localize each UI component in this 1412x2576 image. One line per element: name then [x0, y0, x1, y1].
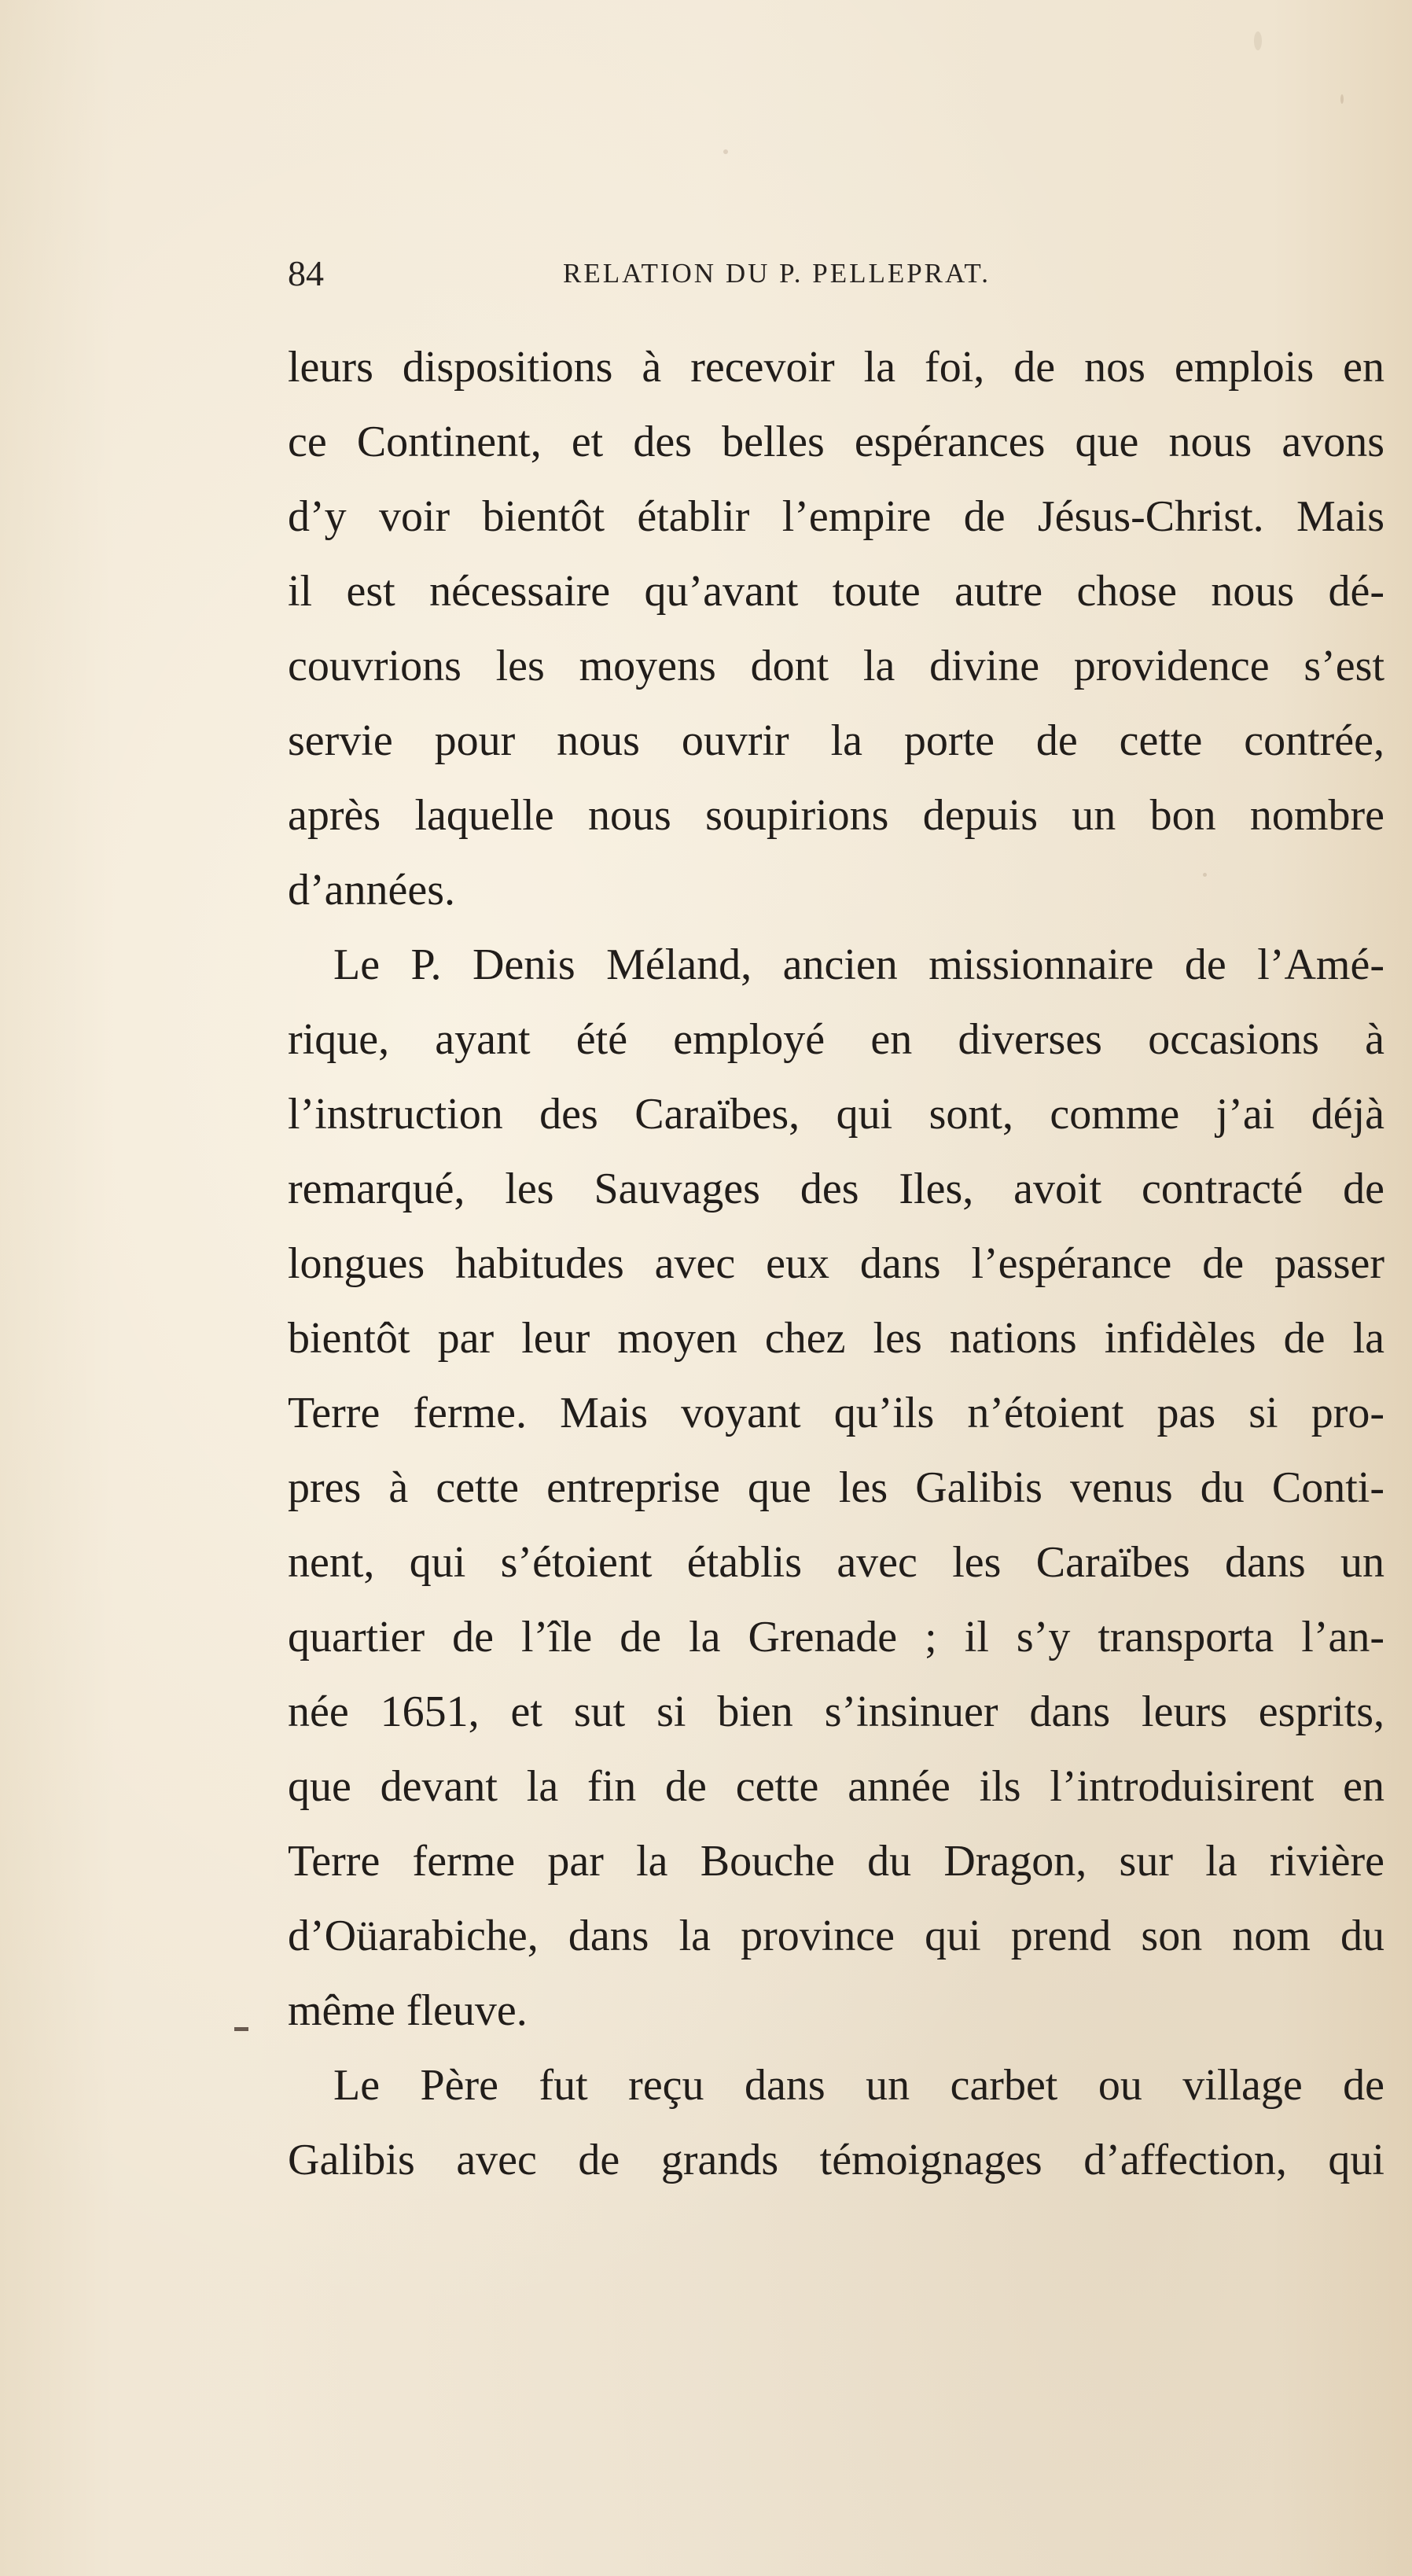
text-line: quartier de l’île de la Grenade ; il s’y transporta l’an-	[288, 1613, 1384, 1662]
text-line: d’y voir bientôt établir l’empire de Jésus-Christ. Mais	[288, 492, 1384, 541]
paragraph	[288, 330, 1384, 928]
text-line: Le P. Denis Méland, ancien missionnaire de l’Amé-	[333, 940, 1384, 989]
text-line: ce Continent, et des belles espérances que nous avons	[288, 418, 1384, 466]
paper-speck	[1254, 31, 1262, 50]
text-line: remarqué, les Sauvages des Iles, avoit contracté de	[288, 1165, 1384, 1213]
text-line: couvrions les moyens dont la divine providence s’est	[288, 642, 1384, 690]
text-line: que devant la fin de cette année ils l’introduisirent en	[288, 1762, 1384, 1811]
text-line: d’Oüarabiche, dans la province qui prend son nom du	[288, 1912, 1384, 1960]
text-line: nent, qui s’étoient établis avec les Caraïbes dans un	[288, 1538, 1384, 1587]
text-line: née 1651, et sut si bien s’insinuer dans leurs esprits,	[288, 1687, 1384, 1736]
paper-speck	[723, 149, 728, 154]
text-line: l’instruction des Caraïbes, qui sont, comme j’ai déjà	[288, 1090, 1384, 1139]
text-line: il est nécessaire qu’avant toute autre chose nous dé-	[288, 567, 1384, 616]
paper-speck	[1340, 94, 1344, 104]
text-line: après laquelle nous soupirions depuis un bon nombre	[288, 791, 1384, 840]
text-line: Galibis avec de grands témoignages d’affection, qui	[288, 2136, 1384, 2184]
paragraph	[288, 2048, 1384, 2198]
text-line: d’années.	[288, 866, 456, 914]
text-line: Le Père fut reçu dans un carbet ou village de	[333, 2061, 1384, 2110]
running-title: RELATION DU P. PELLEPRAT.	[563, 258, 991, 289]
page-header	[288, 250, 1101, 297]
margin-mark	[234, 2027, 248, 2031]
text-line: leurs dispositions à recevoir la foi, de nos emplois en	[288, 343, 1384, 392]
text-line: même fleuve.	[288, 1986, 528, 2035]
text-line: longues habitudes avec eux dans l’espérance de passer	[288, 1239, 1384, 1288]
body-text	[288, 330, 1384, 2198]
page-number: 84	[288, 253, 324, 293]
text-line: Terre ferme. Mais voyant qu’ils n’étoient pas si pro-	[288, 1389, 1384, 1437]
text-line: pres à cette entreprise que les Galibis venus du Conti-	[288, 1463, 1384, 1512]
paragraph	[288, 928, 1384, 2048]
text-line: bientôt par leur moyen chez les nations infidèles de la	[288, 1314, 1384, 1363]
text-line: servie pour nous ouvrir la porte de cette contrée,	[288, 716, 1384, 765]
text-line: rique, ayant été employé en diverses occasions à	[288, 1015, 1384, 1064]
text-line: Terre ferme par la Bouche du Dragon, sur la rivière	[288, 1837, 1384, 1886]
